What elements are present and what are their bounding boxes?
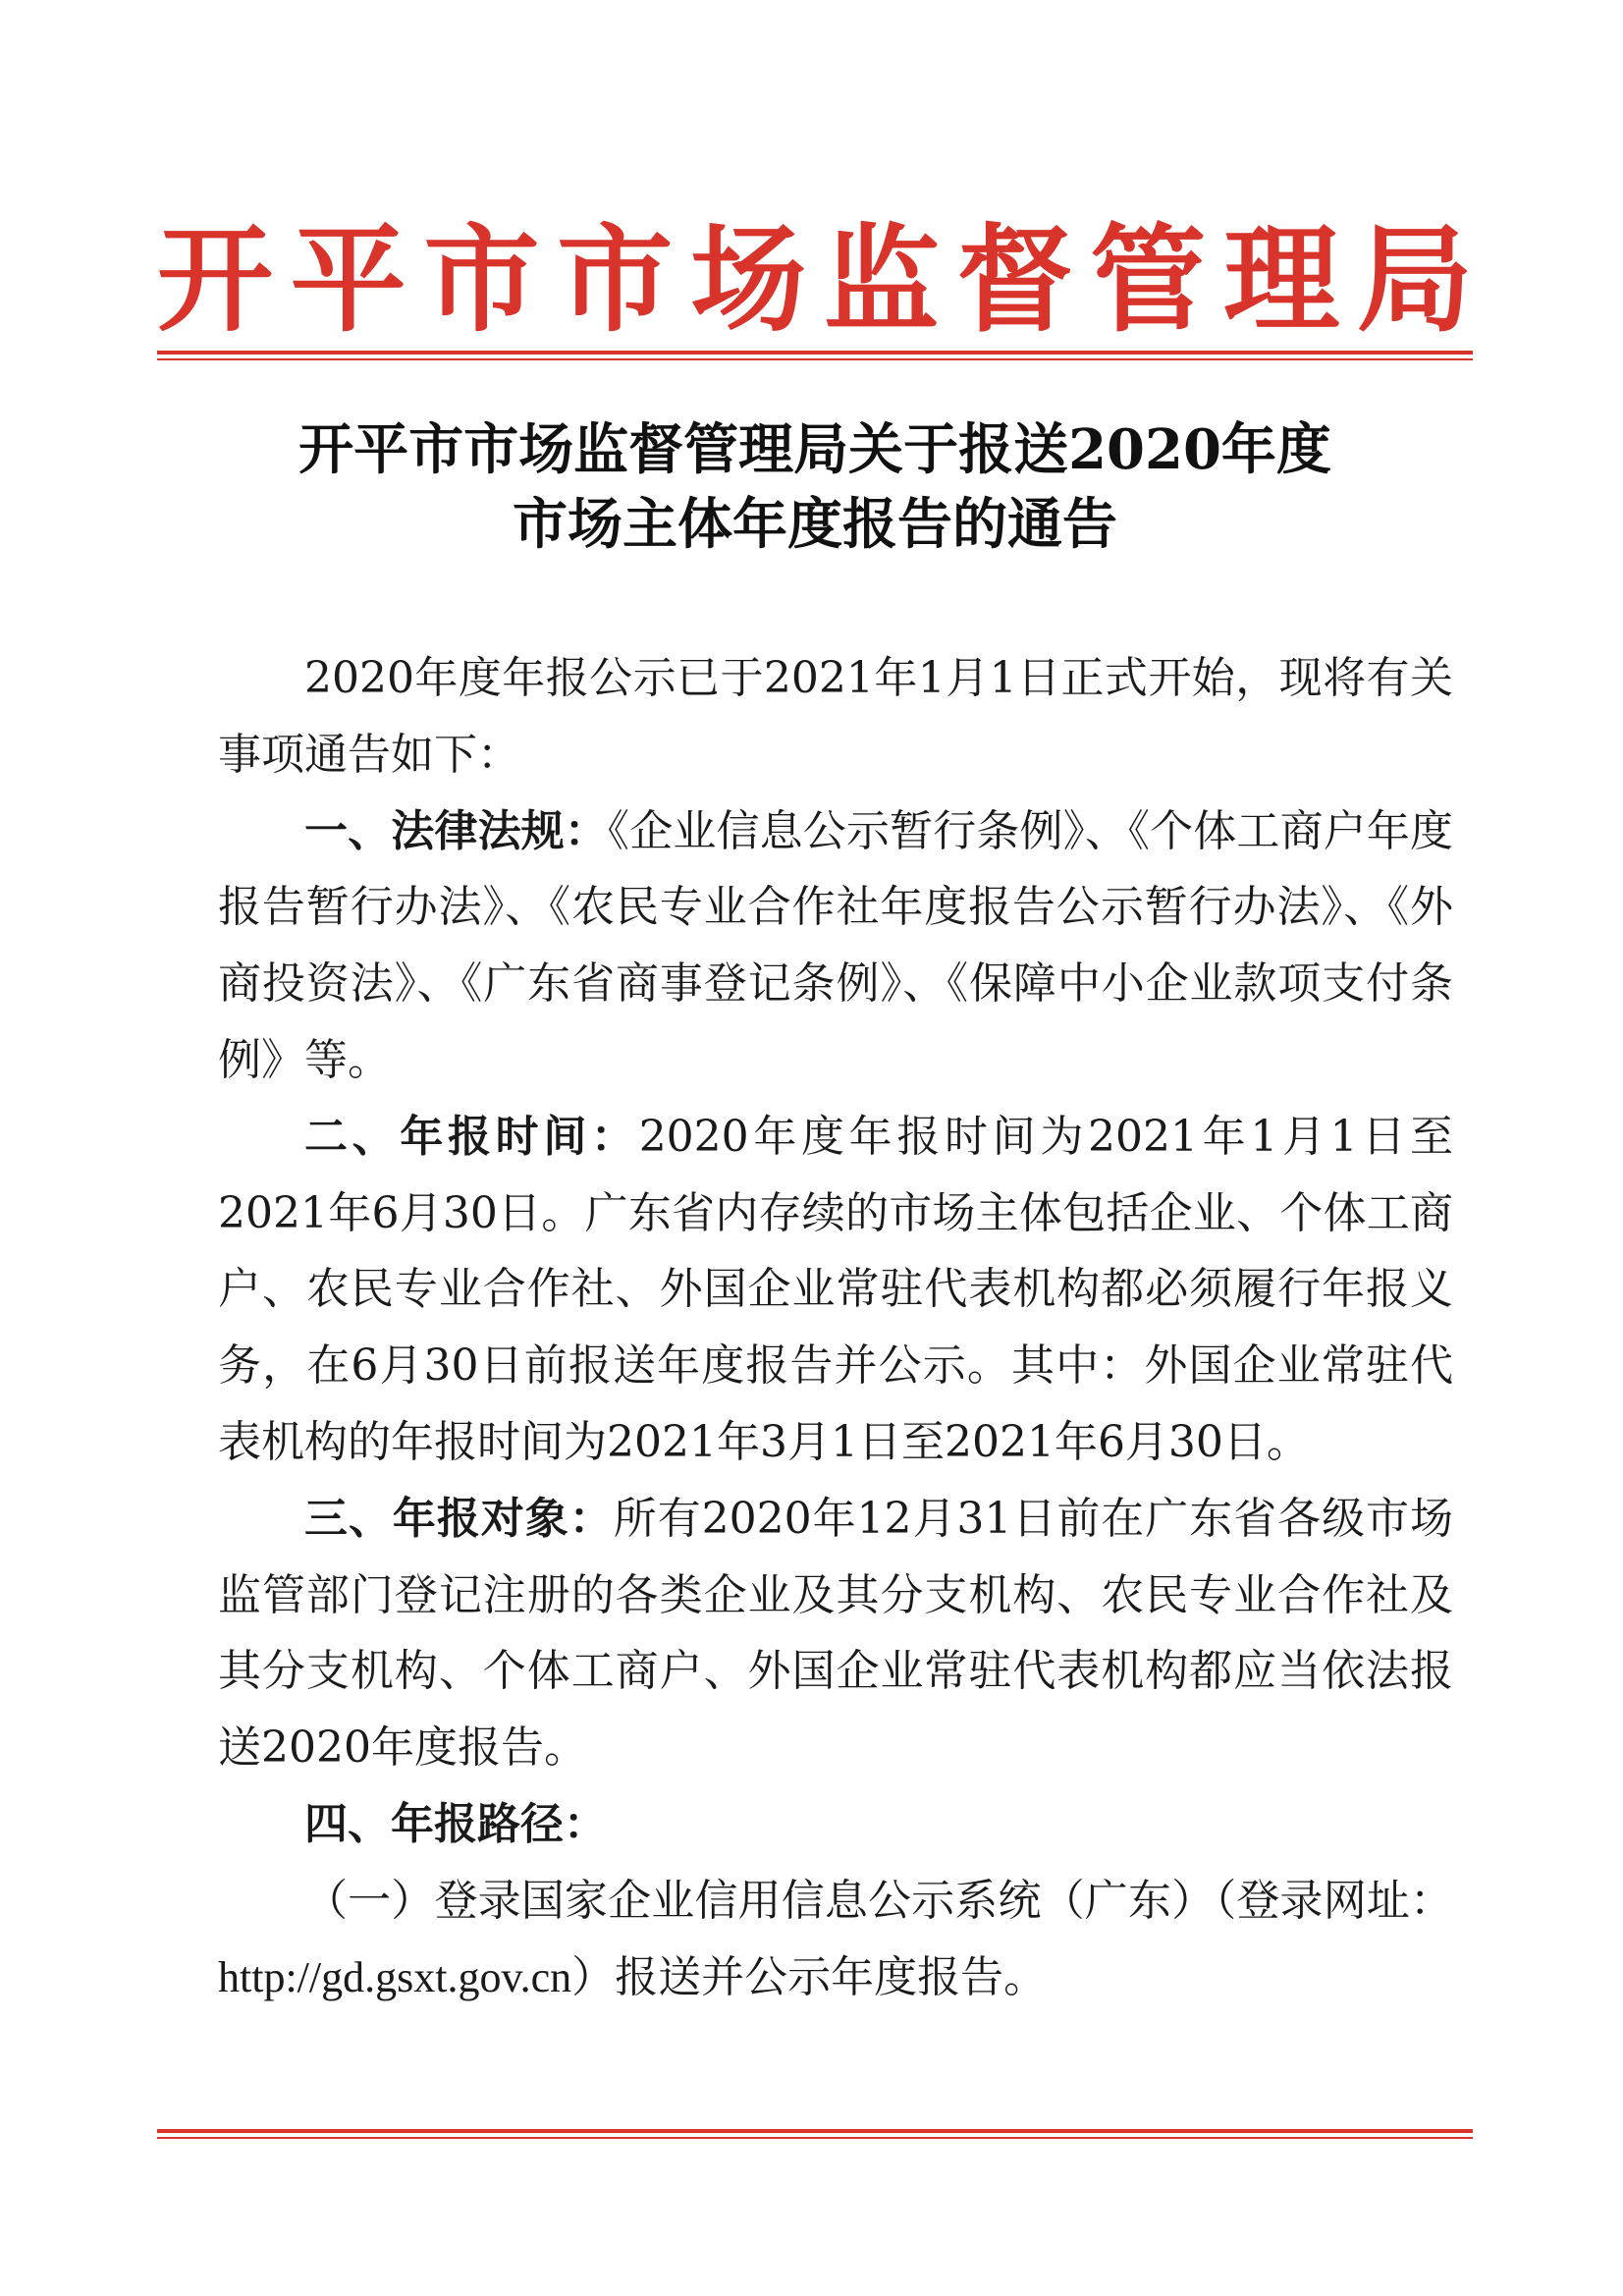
footer-rule-thin bbox=[157, 2137, 1473, 2139]
document-title-line2: 市场主体年度报告的通告 bbox=[513, 492, 1117, 557]
letterhead-char: 监 bbox=[823, 211, 940, 348]
footer-rule-thick bbox=[157, 2129, 1473, 2133]
path-item-text-pre: （一）登录国家企业信用信息公示系统（广东）（登录网址： bbox=[304, 1875, 1453, 1926]
intro-paragraph: 2020年度年报公示已于2021年1月1日正式开始，现将有关事项通告如下： bbox=[218, 653, 1453, 780]
letterhead-char: 市 bbox=[557, 211, 674, 348]
section-report-subjects bbox=[218, 1481, 1453, 1786]
section-heading: 四、年报路径： bbox=[304, 1798, 607, 1849]
letterhead-rule-thick bbox=[157, 351, 1473, 355]
letterhead-char: 场 bbox=[690, 211, 807, 348]
document-title-line1: 开平市市场监督管理局关于报送2020年度 bbox=[298, 417, 1331, 482]
path-item-text-post: ）报送并公示年度报告。 bbox=[571, 1951, 1048, 2002]
section-report-path bbox=[218, 1786, 1453, 1863]
section-legal-basis bbox=[218, 793, 1453, 1099]
letterhead bbox=[157, 211, 1473, 348]
section-report-period bbox=[218, 1099, 1453, 1481]
letterhead-char: 市 bbox=[423, 211, 540, 348]
path-item-1 bbox=[218, 1863, 1453, 2016]
section-text: 所有2020年12月31日前在广东省各级市场监管部门登记注册的各类企业及其分支机构、农民专业合作社及其分支机构、个体工商户、外国企业常驻代表机构都应当依法报送2020年度报告。 bbox=[218, 1493, 1454, 1774]
letterhead-char: 平 bbox=[290, 211, 406, 348]
letterhead-rule-thin bbox=[157, 358, 1473, 360]
section-heading: 三、年报对象： bbox=[304, 1493, 614, 1544]
letterhead-char: 管 bbox=[1090, 211, 1207, 348]
letterhead-char: 理 bbox=[1223, 211, 1340, 348]
document-body bbox=[218, 640, 1453, 2015]
website-url: http://gd.gsxt.gov.cn bbox=[218, 1952, 572, 2001]
letterhead-char: 督 bbox=[956, 211, 1073, 348]
section-heading: 二、年报时间： bbox=[304, 1111, 639, 1162]
section-text: 2020年度年报时间为2021年1月1日至2021年6月30日。广东省内存续的市场主体包括企业、个体工商户、农民专业合作社、外国企业常驻代表机构都必须履行年报义务，在6月30日前报送年度报告并公示。其中：外国企业常驻代表机构的年报时间为2021年3月1日至2021年6月30日。 bbox=[218, 1111, 1453, 1467]
letterhead-char: 局 bbox=[1356, 211, 1473, 348]
section-text: 《企业信息公示暂行条例》、《个体工商户年度报告暂行办法》、《农民专业合作社年度报告公示暂行办法》、《外商投资法》、《广东省商事登记条例》、《保障中小企业款项支付条例》等。 bbox=[218, 805, 1454, 1085]
section-heading: 一、法律法规： bbox=[304, 805, 609, 856]
letterhead-char: 开 bbox=[157, 211, 274, 348]
